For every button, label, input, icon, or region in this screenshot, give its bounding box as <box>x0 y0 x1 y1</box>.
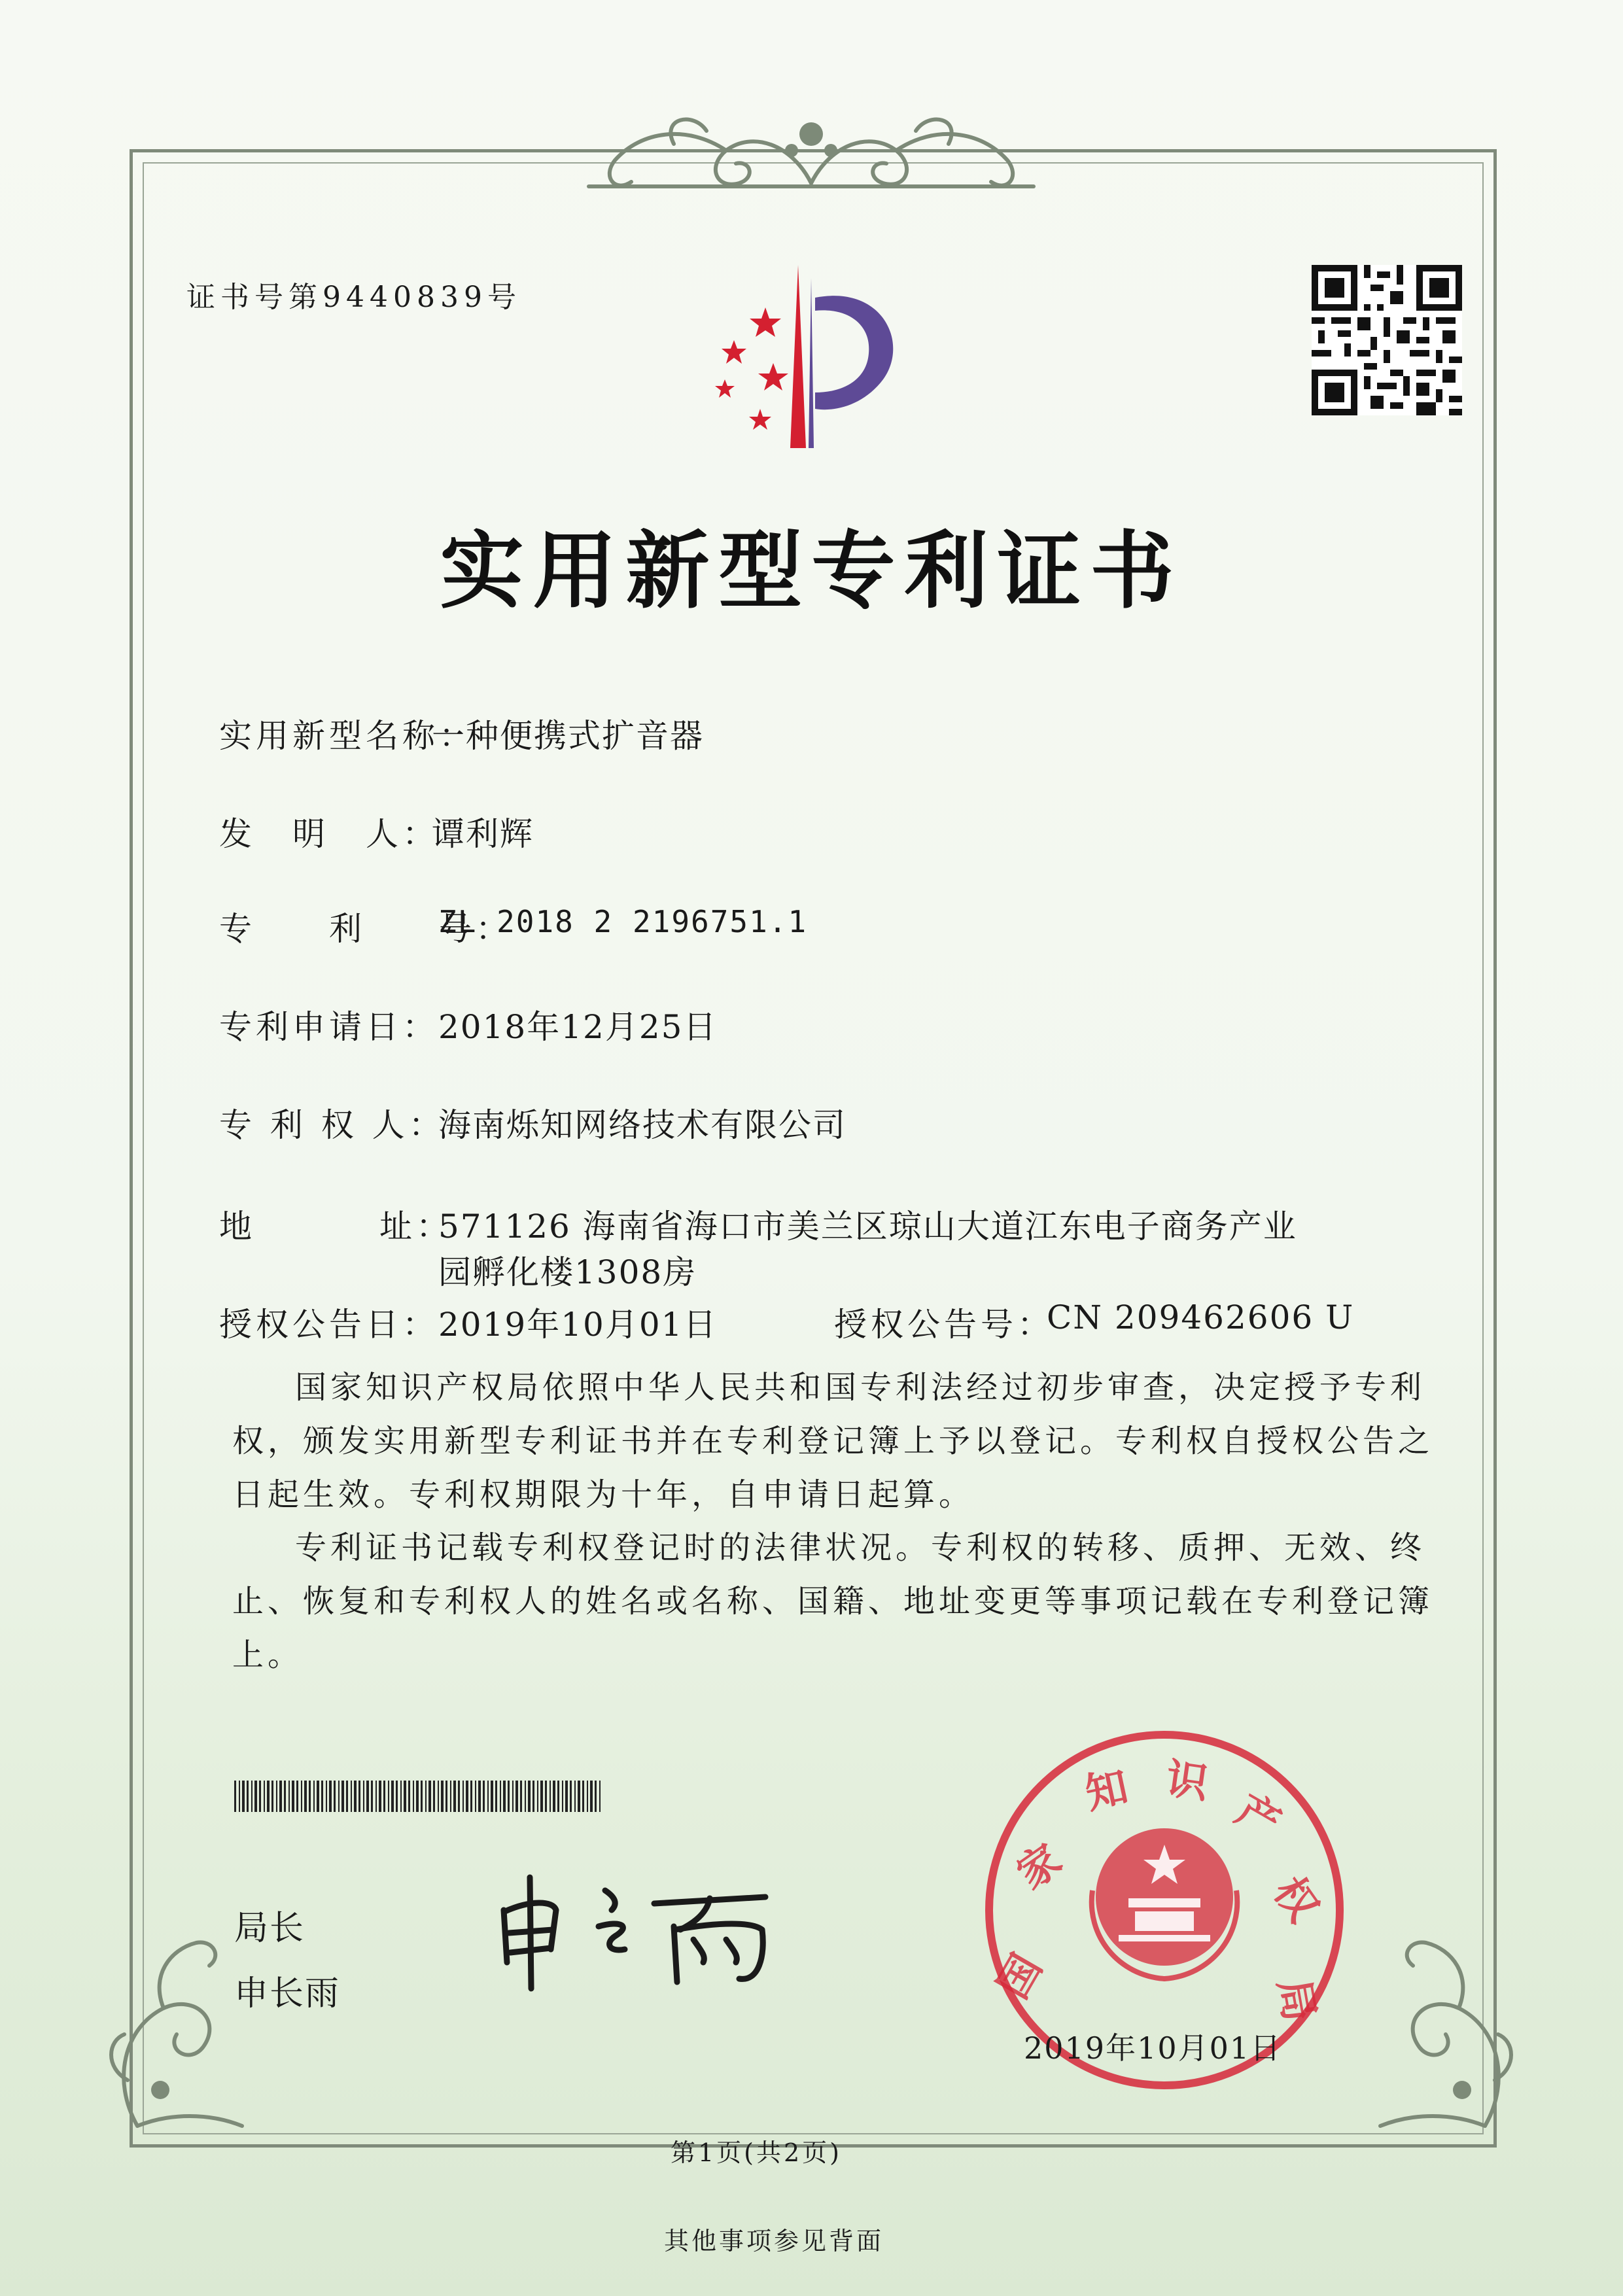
bottom-right-ornament <box>1354 1917 1524 2132</box>
inventor-label: 发 明 人： <box>219 815 439 853</box>
svg-text:家: 家 <box>1008 1835 1071 1900</box>
svg-text:国: 国 <box>988 1946 1052 2007</box>
address-line-2: 园孵化楼1308房 <box>438 1253 697 1291</box>
patentee-value: 海南烁知网络技术有限公司 <box>438 1106 846 1144</box>
qr-code <box>1312 265 1462 415</box>
barcode <box>234 1781 601 1812</box>
svg-text:识: 识 <box>1162 1754 1212 1809</box>
top-ornament <box>576 105 1047 203</box>
body-paragraph-2: 专利证书记载专利权登记时的法律状况。专利权的转移、质押、无效、终止、恢复和专利权人的姓名或名称、国籍、地址变更等事项记载在专利登记簿上。 <box>232 1529 1434 1673</box>
director-title: 局长 <box>234 1909 305 1948</box>
utility-name-value: 一种便携式扩音器 <box>432 717 704 755</box>
svg-text:知: 知 <box>1081 1762 1132 1819</box>
handwritten-signature <box>491 1864 857 1995</box>
director-name: 申长雨 <box>234 1974 341 2013</box>
grant-number-value: CN 209462606 U <box>1047 1298 1355 1336</box>
patent-number-label: 专 利 号： <box>219 910 512 948</box>
svg-text:权: 权 <box>1263 1868 1328 1931</box>
inventor-value: 谭利辉 <box>432 815 534 853</box>
address-label-first: 地 <box>219 1208 256 1245</box>
seal-date: 2019年10月01日 <box>1024 2030 1282 2066</box>
cnipa-logo <box>693 258 955 455</box>
patentee-label: 专 利 权 人： <box>219 1106 445 1144</box>
certificate-number: 证书号第9440839号 <box>186 281 521 314</box>
utility-name-label: 实用新型名称： <box>219 717 476 755</box>
grant-number-label: 授权公告号： <box>834 1306 1054 1344</box>
grant-date-label: 授权公告日： <box>219 1306 439 1344</box>
back-note: 其他事项参见背面 <box>664 2227 884 2255</box>
address-label-second: 址： <box>379 1208 453 1245</box>
svg-text:局: 局 <box>1268 1975 1324 2025</box>
svg-text:产: 产 <box>1228 1785 1289 1849</box>
body-paragraph-1: 国家知识产权局依照中华人民共和国专利法经过初步审查，决定授予专利权，颁发实用新型专利证书并在专利登记簿上予以登记。专利权自授权公告之日起生效。专利权期限为十年，自申请日起算。 <box>232 1369 1434 1513</box>
grant-date-value: 2019年10月01日 <box>438 1306 718 1344</box>
address-line-1: 571126 海南省海口市美兰区琼山大道江东电子商务产业 <box>438 1208 1297 1245</box>
page-number: 第1页(共2页) <box>671 2138 843 2167</box>
application-date-value: 2018年12月25日 <box>438 1008 718 1046</box>
application-date-label: 专利申请日： <box>219 1008 439 1046</box>
certificate-title: 实用新型专利证书 <box>440 522 1183 620</box>
patent-number-value: ZL 2018 2 2196751.1 <box>438 904 808 939</box>
